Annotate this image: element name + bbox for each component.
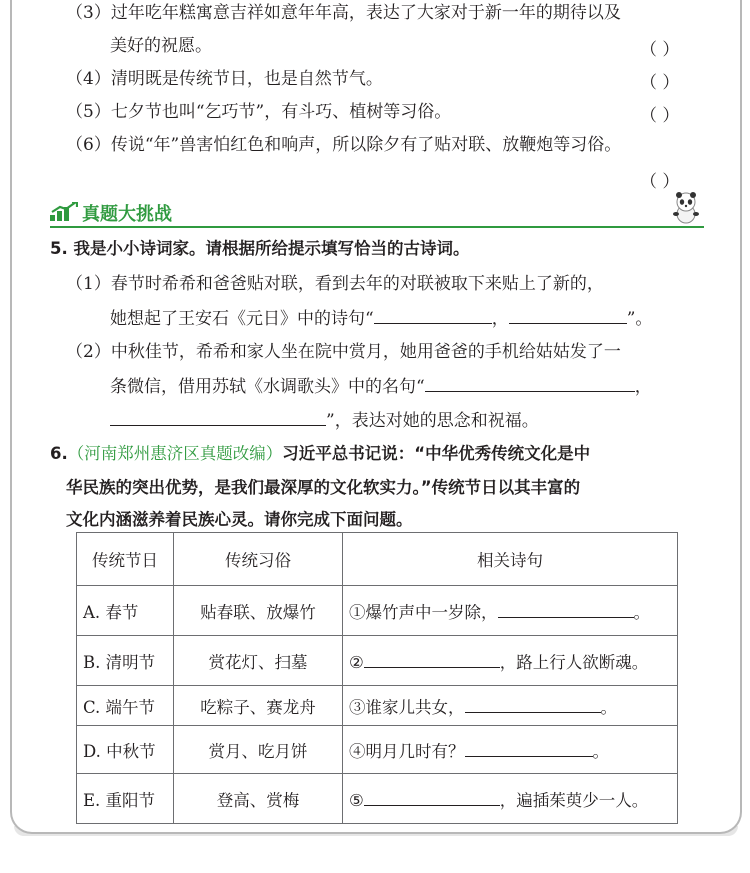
q5-part2-text: 条微信，借用苏轼《水调歌头》中的名句“: [110, 377, 425, 397]
table-row: [77, 774, 678, 824]
q5-part1-blank-1[interactable]: [374, 307, 492, 324]
custom-cell: 登高、赏梅: [174, 774, 343, 824]
poem-cell: [343, 726, 678, 774]
festival-cell: A. 春节: [77, 586, 174, 636]
table-header-row: [77, 533, 678, 586]
q5-part1-line1: （1）春节时希希和爸爸贴对联，看到去年的对联被取下来贴上了新的，: [66, 274, 604, 294]
poem-blank[interactable]: [364, 652, 500, 668]
judge-item-3-line1: （3）过年吃年糕寓意吉祥如意年年高，表达了大家对于新一年的期待以及: [66, 3, 621, 23]
poem-end: 。: [592, 741, 609, 761]
poem-cell: [343, 686, 678, 726]
poem-cell: [343, 636, 678, 686]
custom-cell: 赏花灯、扫墓: [174, 636, 343, 686]
q6-stem-a: 习近平总书记说：“中华优秀传统文化是中: [282, 444, 591, 463]
q5-part1-end: ”。: [626, 309, 653, 329]
q6-source: （河南郑州惠济区真题改编）: [67, 444, 283, 463]
q5-part2-line1: （2）中秋佳节，希希和家人坐在院中赏月，她用爸爸的手机给姑姑发了一: [66, 342, 621, 362]
poem-blank[interactable]: [465, 741, 593, 757]
poem-blank[interactable]: [364, 790, 500, 806]
q5-part2-end: ”，表达对她的思念和祝福。: [326, 411, 539, 431]
custom-cell: 赏月、吃月饼: [174, 726, 343, 774]
q5-part1-comma: ，: [491, 309, 509, 329]
judge-item-4: （4）清明既是传统节日，也是自然节气。: [66, 69, 383, 89]
header-festival: 传统节日: [77, 533, 174, 586]
festival-cell: B. 清明节: [77, 636, 174, 686]
bar-chart-icon: [50, 202, 78, 226]
table-row: [77, 636, 678, 686]
q5-part1-blank-2[interactable]: [509, 307, 627, 324]
poem-blank[interactable]: [498, 602, 634, 618]
custom-cell: 贴春联、放爆竹: [174, 586, 343, 636]
panda-mascot-icon: [670, 190, 702, 228]
q5-part1-text: 她想起了王安石《元日》中的诗句“: [110, 309, 374, 329]
judge-item-5: （5）七夕节也叫“乞巧节”，有斗巧、植树等习俗。: [66, 102, 452, 122]
poem-text: ③谁家儿共女，: [349, 697, 465, 717]
custom-cell: 吃粽子、赛龙舟: [174, 686, 343, 726]
poem-text: ②: [349, 652, 364, 672]
q5-part2-line3: [110, 409, 539, 432]
poem-cell: [343, 774, 678, 824]
poem-end: 。: [633, 602, 650, 622]
q5-part2-comma: ，: [634, 377, 652, 397]
header-poem: 相关诗句: [343, 533, 678, 586]
poem-end: 。: [600, 697, 617, 717]
poem-text: ①爆竹声中一岁除，: [349, 602, 498, 622]
section-title: 真题大挑战: [82, 204, 172, 225]
festival-cell: C. 端午节: [77, 686, 174, 726]
q6-number: 6.: [50, 444, 68, 463]
answer-paren-5[interactable]: （ ）: [640, 106, 680, 126]
answer-paren-6[interactable]: （ ）: [640, 172, 680, 192]
q6-stem-line1: [50, 443, 590, 465]
poem-cell: [343, 586, 678, 636]
answer-paren-4[interactable]: （ ）: [640, 73, 680, 93]
judge-item-3-line2: 美好的祝愿。: [110, 36, 212, 56]
table-row: [77, 586, 678, 636]
festival-cell: E. 重阳节: [77, 774, 174, 824]
poem-text: ⑤: [349, 790, 364, 810]
header-custom: 传统习俗: [174, 533, 343, 586]
judge-item-6: （6）传说“年”兽害怕红色和响声，所以除夕有了贴对联、放鞭炮等习俗。: [66, 135, 622, 155]
section-header: [50, 198, 704, 228]
festival-table: [76, 532, 678, 824]
table-row: [77, 726, 678, 774]
poem-end: ，遍插茱萸少一人。: [499, 790, 649, 810]
poem-end: ，路上行人欲断魂。: [499, 652, 649, 672]
q6-stem-line2: 华民族的突出优势，是我们最深厚的文化软实力。”传统节日以其丰富的: [66, 478, 581, 497]
poem-text: ④明月几时有？: [349, 741, 465, 761]
q5-part2-line2: [110, 375, 652, 398]
poem-blank[interactable]: [465, 697, 601, 713]
q5-part2-blank-2[interactable]: [110, 409, 326, 426]
festival-cell: D. 中秋节: [77, 726, 174, 774]
q5-part2-blank-1[interactable]: [425, 375, 635, 392]
q5-stem: 5. 我是小小诗词家。请根据所给提示填写恰当的古诗词。: [50, 239, 470, 258]
answer-paren-3[interactable]: （ ）: [640, 40, 680, 60]
q6-stem-line3: 文化内涵滋养着民族心灵。请你完成下面问题。: [66, 510, 413, 529]
table-row: [77, 686, 678, 726]
q5-part1-line2: [110, 307, 652, 330]
